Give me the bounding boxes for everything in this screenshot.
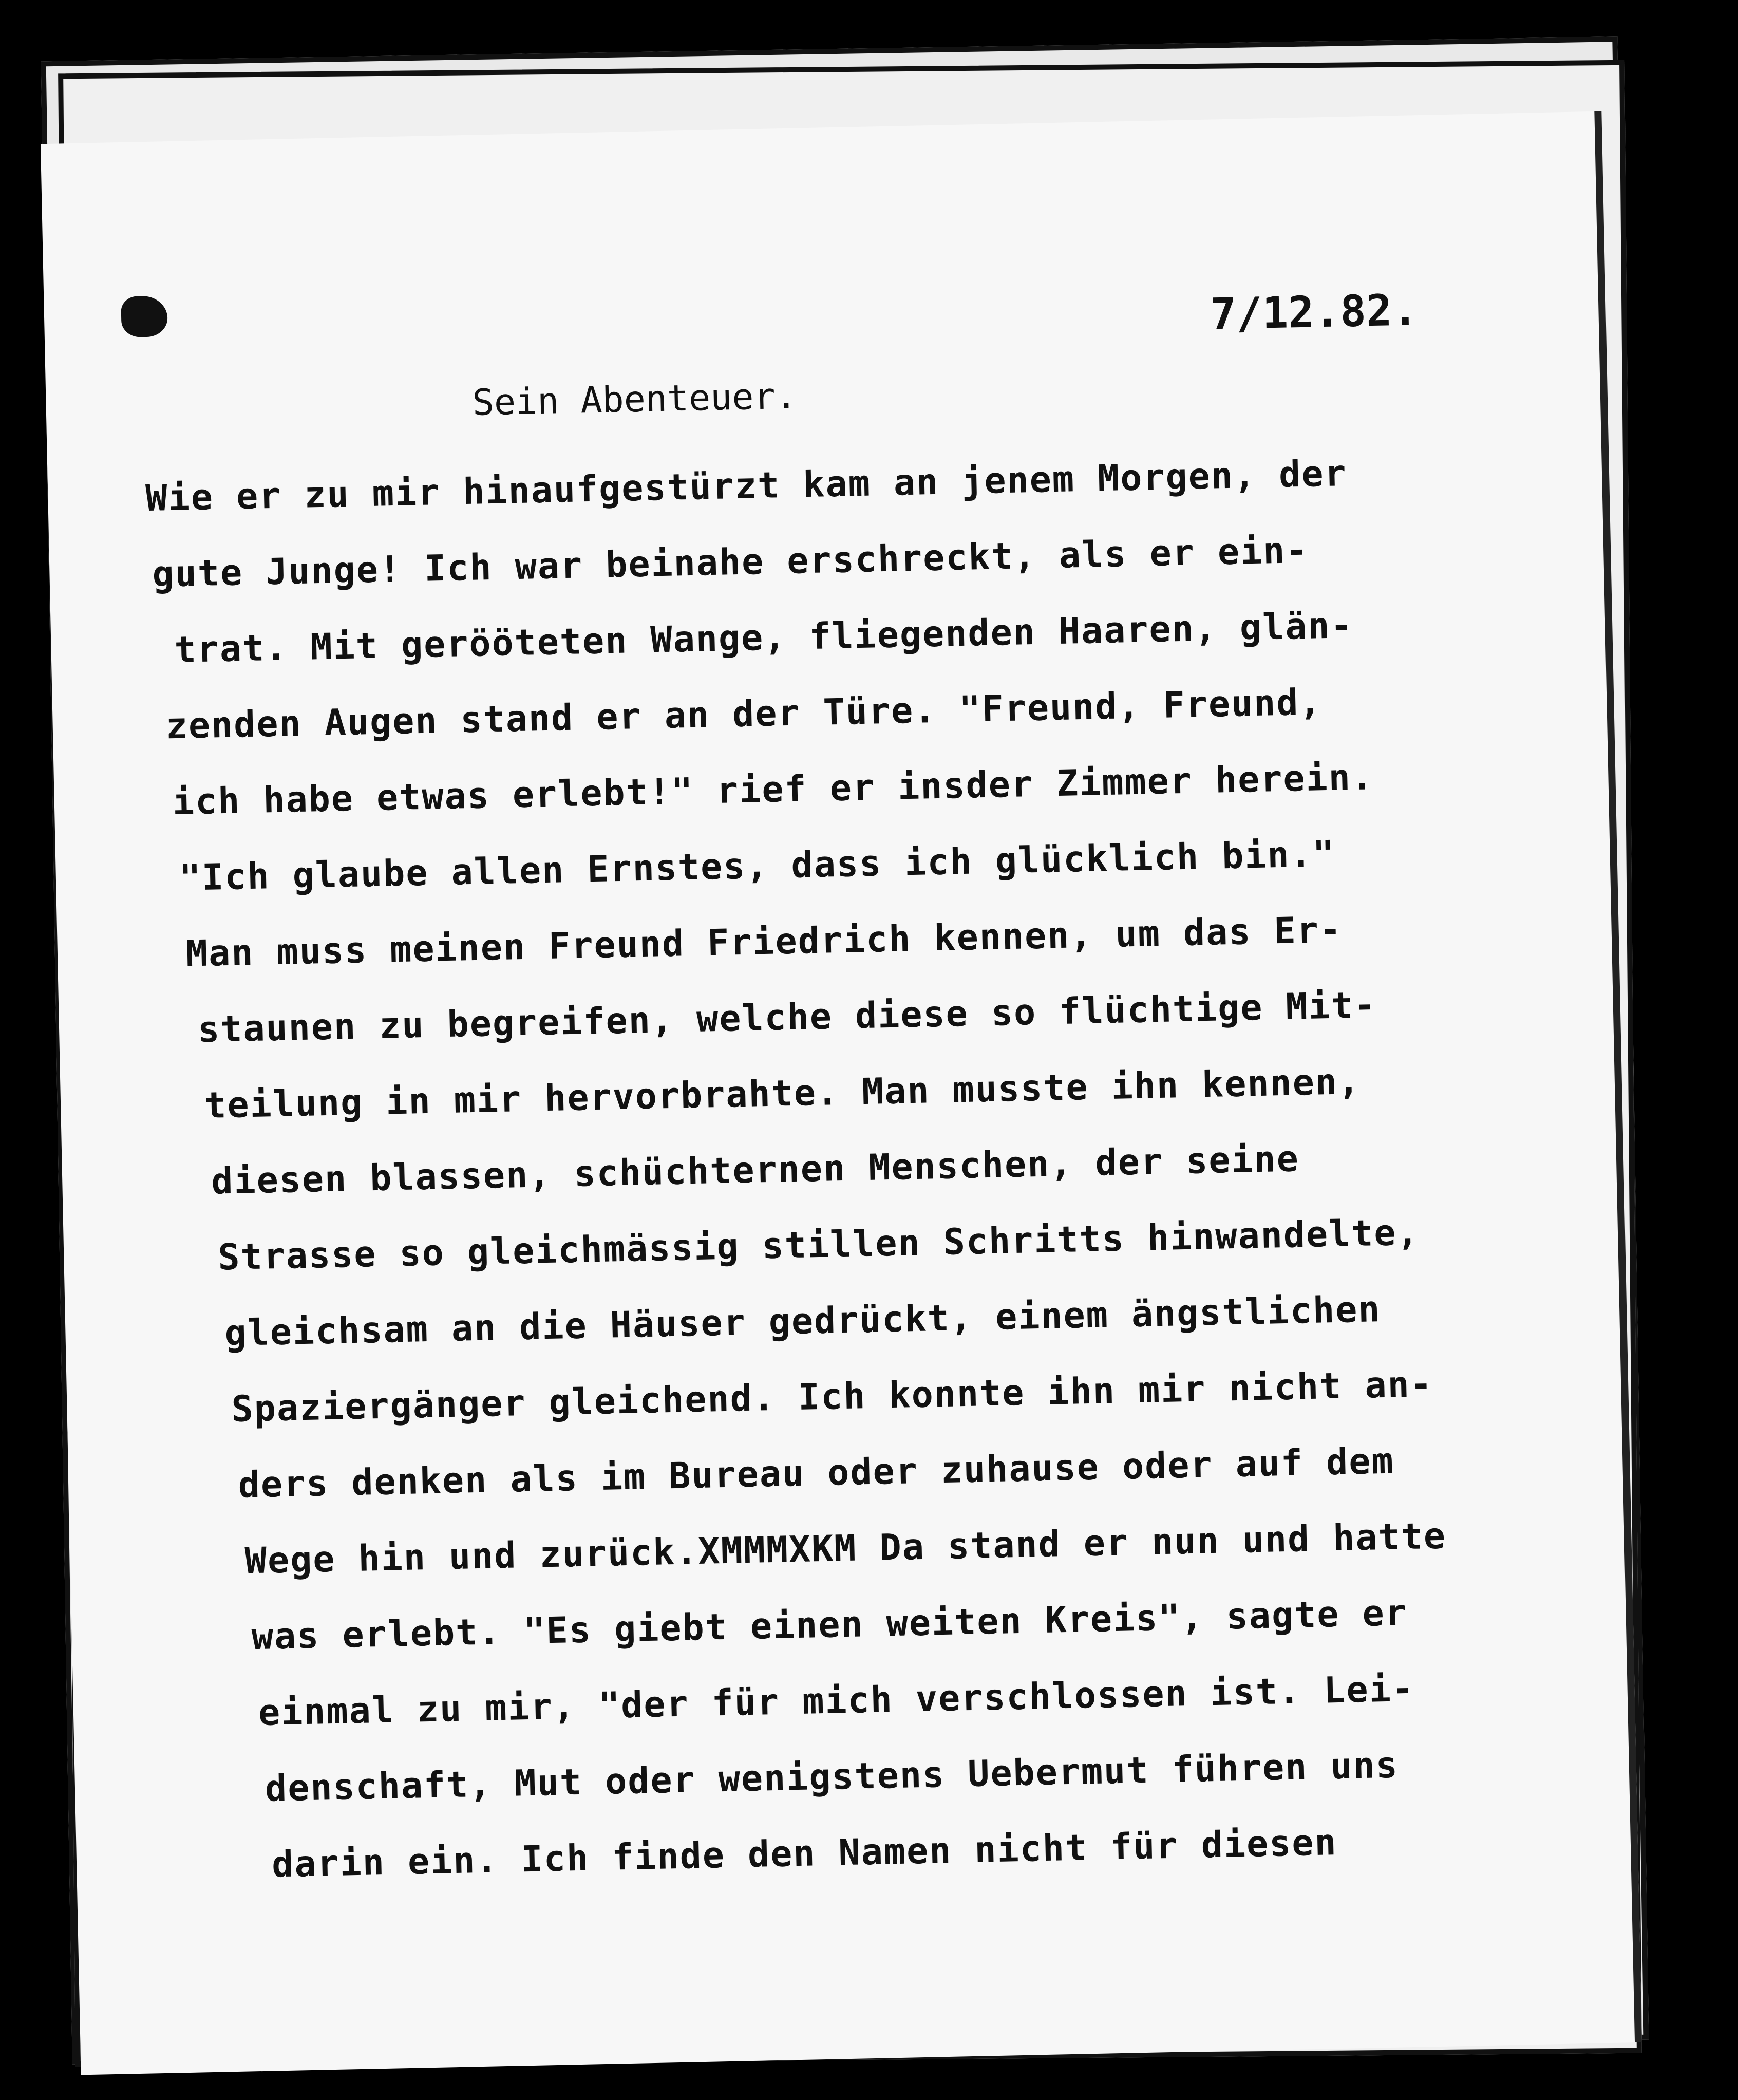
typewritten-page [41, 111, 1642, 2075]
text-line: Spaziergänger gleichend. Ich konnte ihn mir nicht an- [231, 1363, 1433, 1430]
text-line: staunen zu begreifen, welche diese so flüchtige Mit- [197, 984, 1377, 1051]
text-line: darin ein. Ich finde den Namen nicht für diesen [271, 1821, 1338, 1886]
text-line: ders denken als im Bureau oder zuhause oder auf dem [237, 1439, 1395, 1506]
text-line: teilung in mir hervorbrahte. Man musste ihn kennen, [204, 1060, 1361, 1127]
document-date: 7/12.82. [1210, 285, 1419, 340]
text-line: gleichsam an die Häuser gedrückt, einem ängstlichen [224, 1288, 1382, 1355]
text-line: Strasse so gleichmässig stillen Schritts hinwandelte, [217, 1211, 1420, 1279]
text-line: Man muss meinen Freund Friedrich kennen, um das Er- [185, 908, 1343, 975]
text-line: einmal zu mir, "der für mich verschlossen ist. Lei- [258, 1667, 1415, 1734]
text-line: "Ich glaube allen Ernstes, dass ich glücklich bin." [179, 832, 1336, 899]
text-line: gute Junge! Ich war beinahe erschreckt, als er ein- [152, 529, 1309, 595]
text-line: denschaft, Mut oder wenigstens Uebermut führen uns [265, 1743, 1399, 1810]
text-line: trat. Mit gerööteten Wange, fliegenden Haaren, glän- [174, 604, 1354, 671]
body-text [145, 431, 1566, 1904]
text-line: diesen blassen, schüchternen Menschen, der seine [211, 1137, 1300, 1203]
document-title: Sein Abenteuer. [471, 374, 798, 424]
text-line: zenden Augen stand er an der Türe. "Freund, Freund, [165, 681, 1323, 747]
text-line: was erlebt. "Es giebt einen weiten Kreis", sagte er [251, 1591, 1408, 1658]
text-line: Wie er zu mir hinaufgestürzt kam an jenem Morgen, der [145, 452, 1348, 520]
text-line: Wege hin und zurück.XMMMXKM Da stand er nun und hatte [244, 1514, 1447, 1582]
punch-hole [121, 295, 168, 338]
text-line: ich habe etwas erlebt!" rief er insder Zimmer herein. [172, 756, 1374, 823]
